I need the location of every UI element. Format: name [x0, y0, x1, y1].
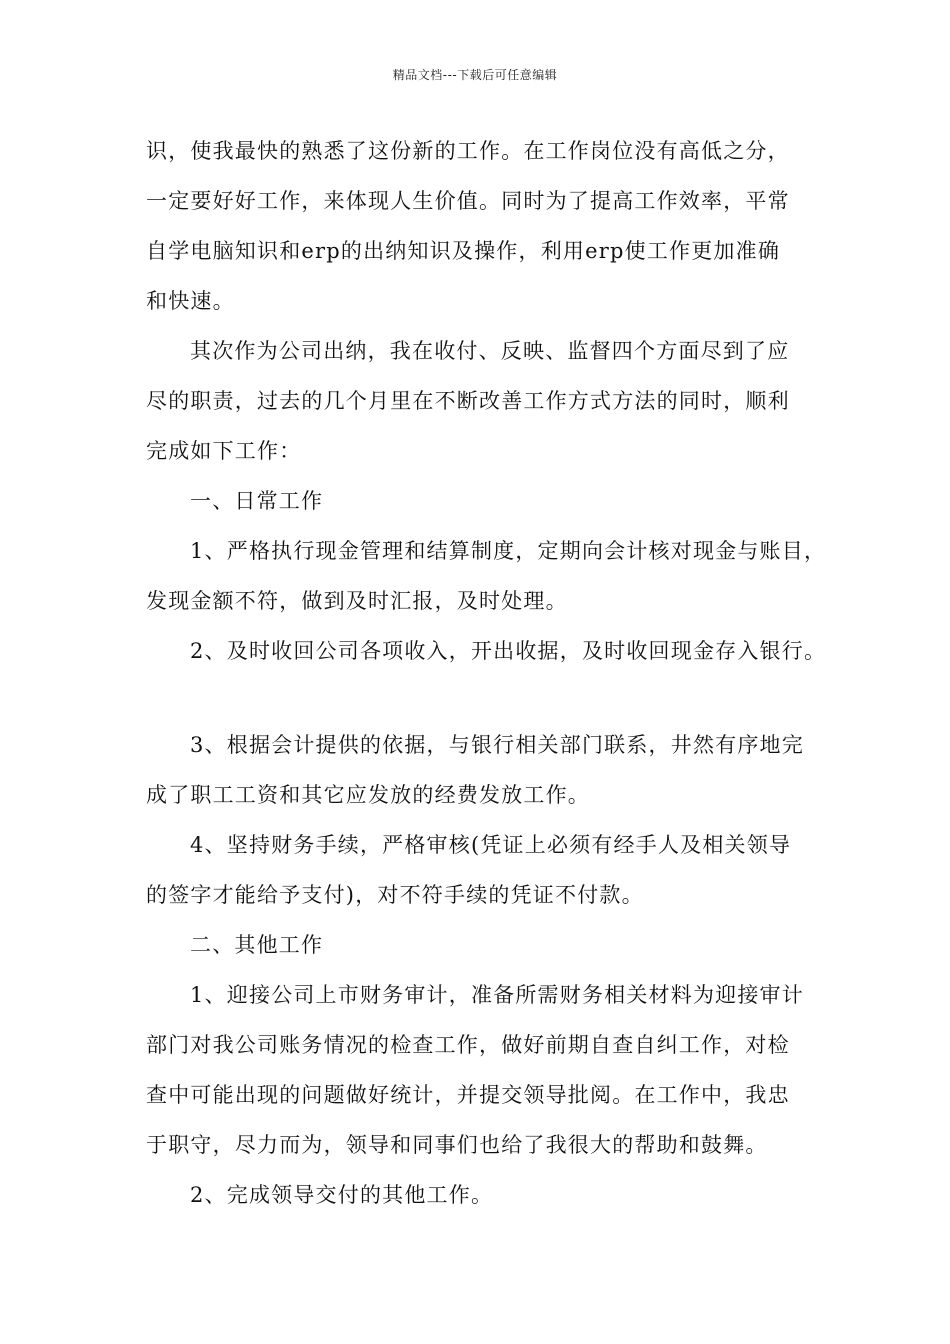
- body-line: 成了职工工资和其它应发放的经费发放工作。: [146, 783, 590, 807]
- list-item: 3、根据会计提供的依据，与银行相关部门联系，井然有序地完: [190, 733, 804, 757]
- body-line: 于职守，尽力而为，领导和同事们也给了我很大的帮助和鼓舞。: [146, 1133, 768, 1157]
- document-body: [146, 126, 826, 1220]
- list-item: 1、迎接公司上市财务审计，准备所需财务相关材料为迎接审计: [190, 983, 804, 1007]
- section-heading: 一、日常工作: [190, 489, 324, 513]
- body-line: 一定要好好工作，来体现人生价值。同时为了提高工作效率，平常: [146, 189, 790, 213]
- body-line: 自学电脑知识和erp的出纳知识及操作，利用erp使工作更加准确: [146, 239, 781, 263]
- body-line: 的签字才能给予支付)，对不符手续的凭证不付款。: [146, 883, 644, 907]
- body-line: 识，使我最快的熟悉了这份新的工作。在工作岗位没有高低之分，: [146, 139, 790, 163]
- list-item: 2、及时收回公司各项收入，开出收据，及时收回现金存入银行。: [190, 639, 827, 663]
- paragraph-gap: [146, 676, 826, 720]
- list-item: 4、坚持财务手续，严格审核(凭证上必须有经手人及相关领导: [190, 833, 792, 857]
- section-heading: 二、其他工作: [190, 933, 324, 957]
- body-line: 尽的职责，过去的几个月里在不断改善工作方式方法的同时，顺利: [146, 389, 790, 413]
- body-line: 部门对我公司账务情况的检查工作，做好前期自查自纠工作，对检: [146, 1033, 790, 1057]
- body-line: 其次作为公司出纳，我在收付、反映、监督四个方面尽到了应: [190, 339, 790, 363]
- body-line: 发现金额不符，做到及时汇报，及时处理。: [146, 589, 568, 613]
- list-item: 1、严格执行现金管理和结算制度，定期向会计核对现金与账目，: [190, 539, 827, 563]
- body-line: 查中可能出现的问题做好统计，并提交领导批阅。在工作中，我忠: [146, 1083, 790, 1107]
- body-line: 完成如下工作：: [146, 439, 302, 463]
- page-header: 精品文档---下载后可任意编辑: [392, 68, 558, 82]
- list-item: 2、完成领导交付的其他工作。: [190, 1183, 494, 1207]
- body-line: 和快速。: [146, 289, 235, 313]
